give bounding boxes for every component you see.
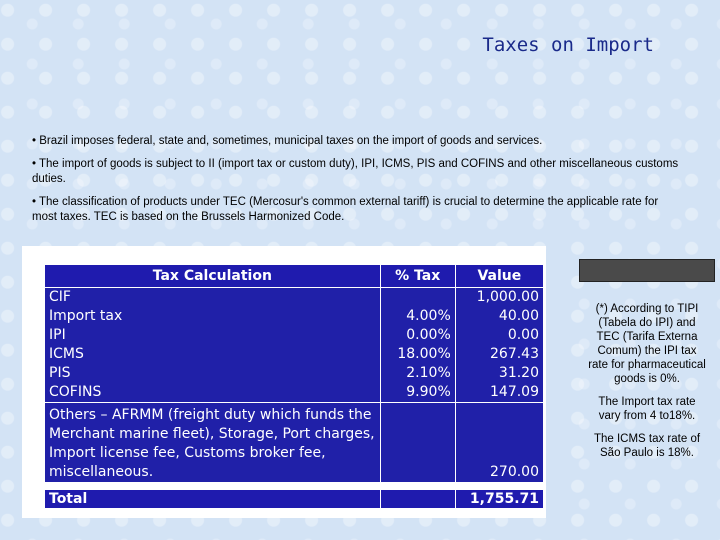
row-label: Import tax bbox=[49, 308, 123, 324]
note-import-rate: The Import tax rate vary from 4 to18%. bbox=[598, 396, 696, 422]
table-spacer bbox=[45, 483, 544, 490]
tax-calculation-table bbox=[44, 264, 544, 509]
row-pct: 4.00% bbox=[406, 308, 451, 324]
row-pct: 0.00% bbox=[406, 327, 451, 343]
table-row-taxes bbox=[45, 288, 544, 403]
note-header-box bbox=[579, 259, 715, 282]
table-row-total bbox=[45, 490, 544, 509]
total-label: Total bbox=[45, 490, 381, 509]
bullet-taxes-overview: • Brazil imposes federal, state and, sometimes, municipal taxes on the import of goods and services. bbox=[32, 135, 543, 147]
note-ipi-rate: (*) According to TIPI (Tabela do IPI) and TEC (Tarifa Externa Comum) the IPI tax rate for pharmaceutical goods is 0%. bbox=[588, 303, 706, 385]
row-value: 147.09 bbox=[490, 384, 539, 400]
header-value: Value bbox=[455, 265, 543, 288]
bullet-import-subject: • The import of goods is subject to II (import tax or custom duty), IPI, ICMS, PIS and COFINS and other miscellaneous customs duties. bbox=[32, 158, 679, 185]
header-tax-calculation: Tax Calculation bbox=[45, 265, 381, 288]
others-pct bbox=[380, 403, 455, 483]
row-label: PIS bbox=[49, 365, 71, 381]
table-header-row bbox=[45, 265, 544, 288]
page-title: Taxes on Import bbox=[482, 34, 654, 56]
row-label: COFINS bbox=[49, 384, 102, 400]
table-row-others bbox=[45, 403, 544, 483]
tax-labels-cell bbox=[45, 288, 381, 403]
row-value: 40.00 bbox=[498, 308, 539, 324]
header-pct-tax: % Tax bbox=[380, 265, 455, 288]
row-label: CIF bbox=[49, 289, 71, 305]
side-notes bbox=[587, 302, 707, 469]
row-value: 267.43 bbox=[490, 346, 539, 362]
tax-pct-cell bbox=[380, 288, 455, 403]
row-value: 0.00 bbox=[507, 327, 539, 343]
row-pct: 18.00% bbox=[397, 346, 451, 362]
total-value: 1,755.71 bbox=[455, 490, 543, 509]
others-label: Others – AFRMM (freight duty which funds the Merchant marine fleet), Storage, Port charges, Import license fee, Customs broker fee, miscellaneous. bbox=[45, 403, 381, 483]
row-pct bbox=[385, 288, 451, 307]
row-label: ICMS bbox=[49, 346, 84, 362]
row-label: IPI bbox=[49, 327, 66, 343]
tax-value-cell bbox=[455, 288, 543, 403]
row-value: 31.20 bbox=[498, 365, 539, 381]
total-pct bbox=[380, 490, 455, 509]
bullet-tec-classification: • The classification of products under TEC (Mercosur's common external tariff) is crucial to determine the applicable rate for most taxes. TEC is based on the Brussels Harmonized Code. bbox=[32, 196, 659, 223]
row-pct: 9.90% bbox=[406, 384, 451, 400]
others-value: 270.00 bbox=[455, 403, 543, 483]
row-pct: 2.10% bbox=[406, 365, 451, 381]
row-value: 1,000.00 bbox=[476, 289, 539, 305]
tax-table-panel bbox=[22, 246, 546, 518]
note-icms-rate: The ICMS tax rate of São Paulo is 18%. bbox=[593, 433, 701, 459]
bullet-list bbox=[32, 134, 682, 233]
